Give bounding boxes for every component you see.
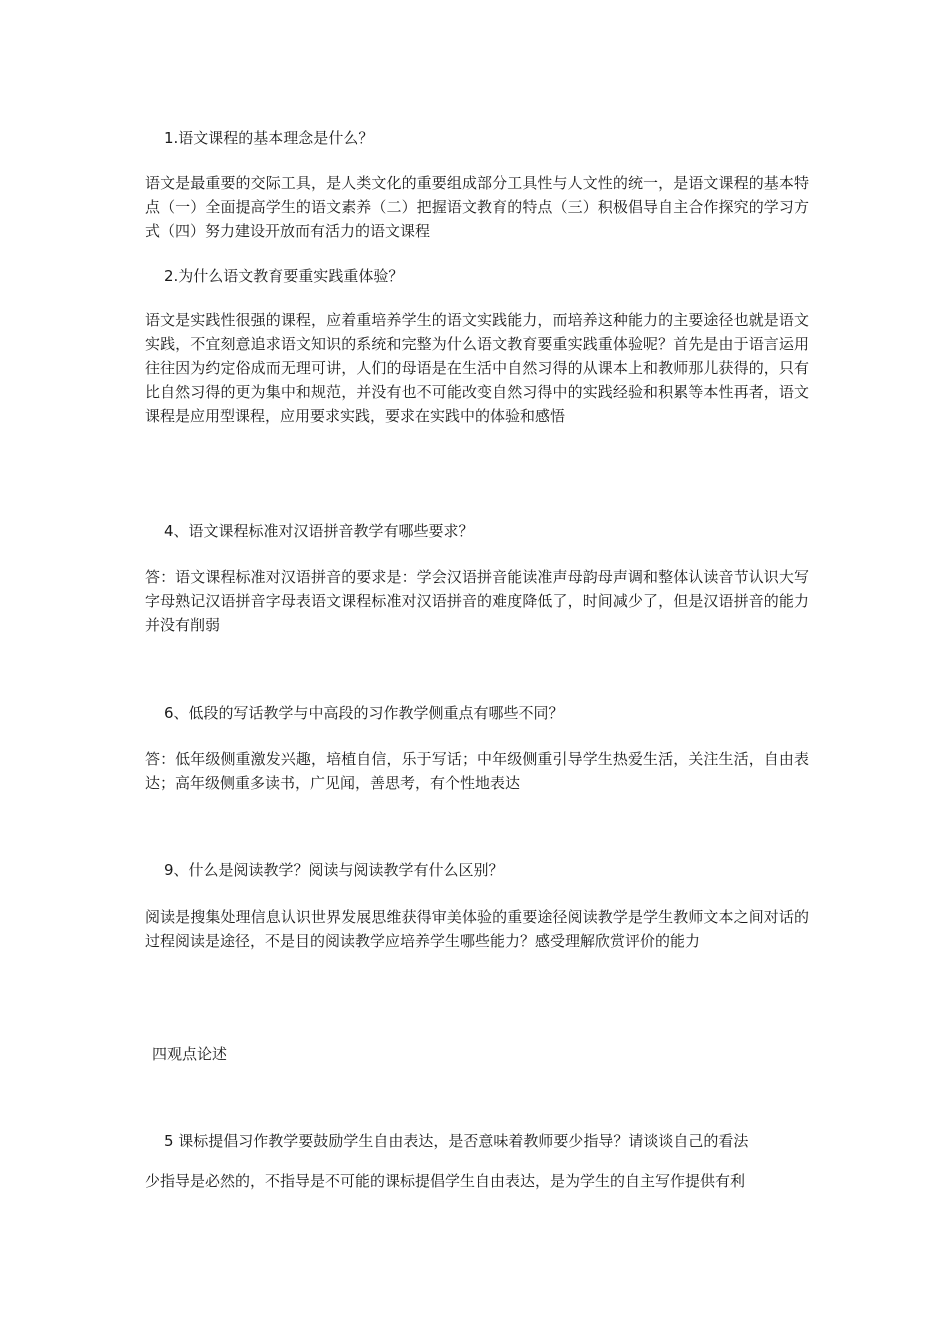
- answer-9: 阅读是搜集处理信息认识世界发展思维获得审美体验的重要途径阅读教学是学生教师文本之间对话的过程阅读是途径，不是目的阅读教学应培养学生哪些能力？感受理解欣赏评价的能力: [145, 908, 809, 950]
- answer-1: 语文是最重要的交际工具，是人类文化的重要组成部分工具性与人文性的统一，是语文课程的基本特点（一）全面提高学生的语文素养（二）把握语文教育的特点（三）积极倡导自主合作探究的学习方式（四）努力建设开放而有活力的语文课程: [145, 174, 809, 240]
- answer-2: 语文是实践性很强的课程，应着重培养学生的语文实践能力，而培养这种能力的主要途径也就是语文实践，不宜刻意追求语文知识的系统和完整为什么语文教育要重实践重体验呢？首先是由于语言运用往往因为约定俗成而无理可讲，人们的母语是在生活中自然习得的从课本上和教师那儿获得的，只有比自然习得的更为集中和规范，并没有也不可能改变自然习得中的实践经验和积累等本性再者，语文课程是应用型课程，应用要求实践，要求在实践中的体验和感悟: [145, 311, 809, 425]
- answer-6: 答：低年级侧重激发兴趣，培植自信，乐于写话；中年级侧重引导学生热爱生活，关注生活，自由表达；高年级侧重多读书，广见闻，善思考，有个性地表达: [145, 750, 809, 792]
- question-6: 6、低段的写话教学与中高段的习作教学侧重点有哪些不同？: [164, 704, 564, 722]
- question-1: 1.语文课程的基本理念是什么？: [164, 129, 374, 147]
- section-heading: 四观点论述: [152, 1045, 228, 1063]
- answer-5: 少指导是必然的，不指导是不可能的课标提倡学生自由表达，是为学生的自主写作提供有利: [145, 1172, 746, 1190]
- question-4: 4、语文课程标准对汉语拼音教学有哪些要求？: [164, 522, 474, 540]
- question-9: 9、什么是阅读教学？阅读与阅读教学有什么区别？: [164, 861, 504, 879]
- question-2: 2.为什么语文教育要重实践重体验？: [164, 267, 404, 285]
- answer-4: 答：语文课程标准对汉语拼音的要求是：学会汉语拼音能读准声母韵母声调和整体认读音节认识大写字母熟记汉语拼音字母表语文课程标准对汉语拼音的难度降低了，时间减少了，但是汉语拼音的能力并没有削弱: [145, 568, 809, 634]
- question-5: 5 课标提倡习作教学要鼓励学生自由表达，是否意味着教师要少指导？请谈谈自己的看法: [164, 1132, 749, 1150]
